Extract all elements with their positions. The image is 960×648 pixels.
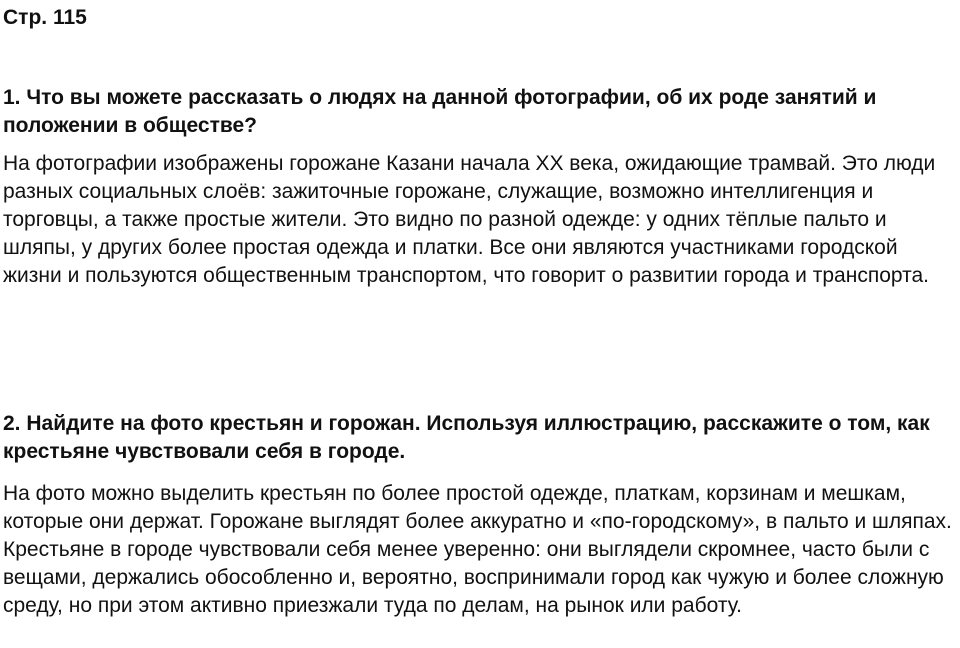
question-2: 2. Найдите на фото крестьян и горожан. Используя иллюстрацию, расскажите о том, как крестьяне чувствовали себя в городе. — [3, 412, 930, 463]
answer-2: На фото можно выделить крестьян по более простой одежде, платкам, корзинам и мешкам, которые они держат. Горожане выглядят более аккуратно и «по-городскому», в пальто и шляпах. Крестьяне в городе чувствовали себя менее уверенно: они выглядели скромнее, часто были с вещами, держались обособленно и, вероятно, воспринимали город как чужую и более сложную среду, но при этом активно приезжали туда по делам, на рынок или работу. — [3, 482, 952, 617]
answer-1: На фотографии изображены горожане Казани начала XX века, ожидающие трамвай. Это люди разных социальных слоёв: зажиточные горожане, служащие, возможно интеллигенция и торговцы, а также простые жители. Это видно по разной одежде: у одних тёплые пальто и шляпы, у других более простая одежда и платки. Все они являются участниками городской жизни и пользуются общественным транспортом, что говорит о развитии города и транспорта. — [3, 152, 936, 287]
question-1: 1. Что вы можете рассказать о людях на данной фотографии, об их роде занятий и положении в обществе? — [3, 86, 877, 137]
page-number: Стр. 115 — [3, 6, 87, 29]
